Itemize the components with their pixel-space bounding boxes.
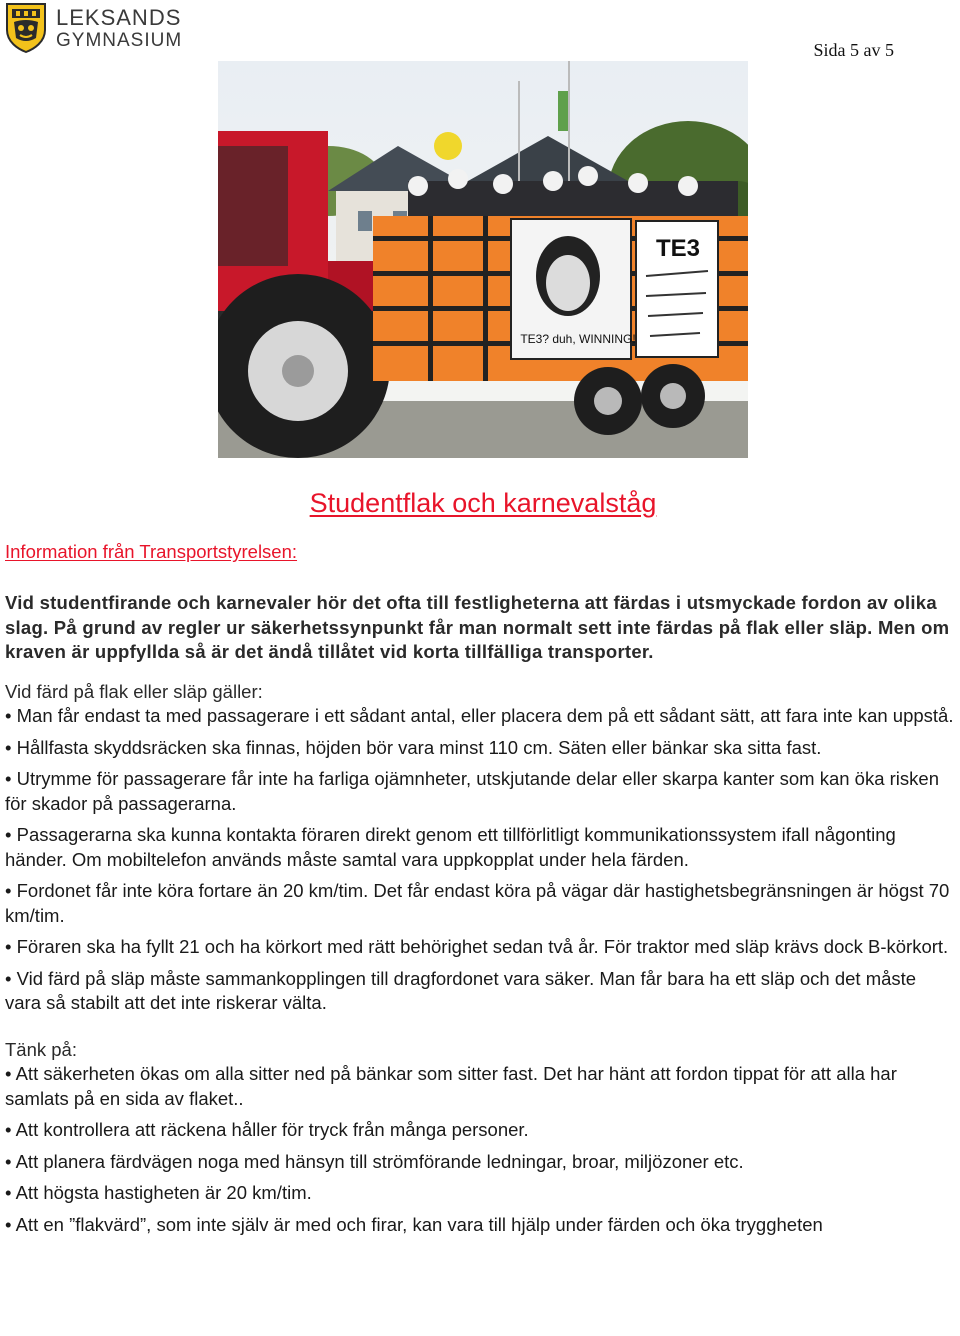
list-item: • Att högsta hastigheten är 20 km/tim. xyxy=(5,1182,312,1203)
tips-heading: Tänk på: xyxy=(5,1038,77,1060)
list-item: • Föraren ska ha fyllt 21 och ha körkort med rätt behörighet sedan två år. För traktor med släp krävs dock B-körkort. xyxy=(5,936,949,957)
list-item: • Vid färd på släp måste sammankopplingen till dragfordonet vara säker. Man får bara ha ett släp och det måste vara så stabilt att det inte riskerar välta. xyxy=(5,967,917,1013)
list-item: • Att planera färdvägen noga med hänsyn till strömförande ledningar, broar, miljözoner etc. xyxy=(5,1150,744,1172)
graduation-trailer-photo xyxy=(218,61,748,458)
rules-heading: Vid färd på flak eller släp gäller: xyxy=(5,680,263,702)
page-number: Sida 5 av 5 xyxy=(813,40,894,60)
logo-name: LEKSANDS xyxy=(56,4,182,30)
document-body xyxy=(5,591,954,1237)
logo-subtitle: GYMNASIUM xyxy=(56,29,183,51)
list-item: • Att kontrollera att räckena håller för tryck från många personer. xyxy=(5,1119,529,1140)
crest-icon xyxy=(4,2,48,54)
info-source-label: Information från Transportstyrelsen: xyxy=(5,541,298,562)
list-item: • Att säkerheten ökas om alla sitter ned på bänkar som sitter fast. Det har hänt att fordon tippat för att alla har samlats på en sida av flaket.. xyxy=(5,1063,897,1109)
list-item: • Passagerarna ska kunna kontakta föraren direkt genom ett tillförlitligt kommunikationssystem ifall någonting händer. Om mobiltelefon används måste samtal vara uppkopplat under hela färden. xyxy=(5,824,896,870)
list-item: • Utrymme för passagerare får inte ha farliga ojämnheter, utskjutande delar eller skarpa kanter som kan öka risken för skador på passagerarna. xyxy=(5,768,939,814)
tips-list xyxy=(5,1062,954,1237)
page-header xyxy=(0,0,960,60)
page-title: Studentflak och karnevalståg xyxy=(309,488,657,518)
school-logo xyxy=(4,2,182,54)
list-item: • Man får endast ta med passagerare i ett sådant antal, eller placera dem på ett sådant sätt, att fara inte kan uppstå. xyxy=(5,705,954,726)
list-item: • Att en ”flakvärd”, som inte själv är med och firar, kan vara till hjälp under färden och öka tryggheten xyxy=(5,1213,823,1235)
list-item: • Hållfasta skyddsräcken ska finnas, höjden bör vara minst 110 cm. Säten eller bänkar ska sitta fast. xyxy=(5,736,822,758)
intro-paragraph: Vid studentfirande och karnevaler hör det ofta till festligheterna att färdas i utsmyckade fordon av olika slag. På grund av regler ur säkerhetssynpunkt får man normalt sett inte färdas på flak eller släp. Men om kraven är uppfyllda så är det ändå tillåtet vid korta tillfälliga transporter. xyxy=(5,592,950,662)
banner-left-text: TE3? duh, WINNING! xyxy=(520,332,636,346)
banner-right-text: TE3 xyxy=(655,235,701,262)
rules-list xyxy=(5,704,954,1016)
list-item: • Fordonet får inte köra fortare än 20 km/tim. Det får endast köra på vägar där hastighetsbegränsningen är högst 70 km/tim. xyxy=(5,880,950,926)
